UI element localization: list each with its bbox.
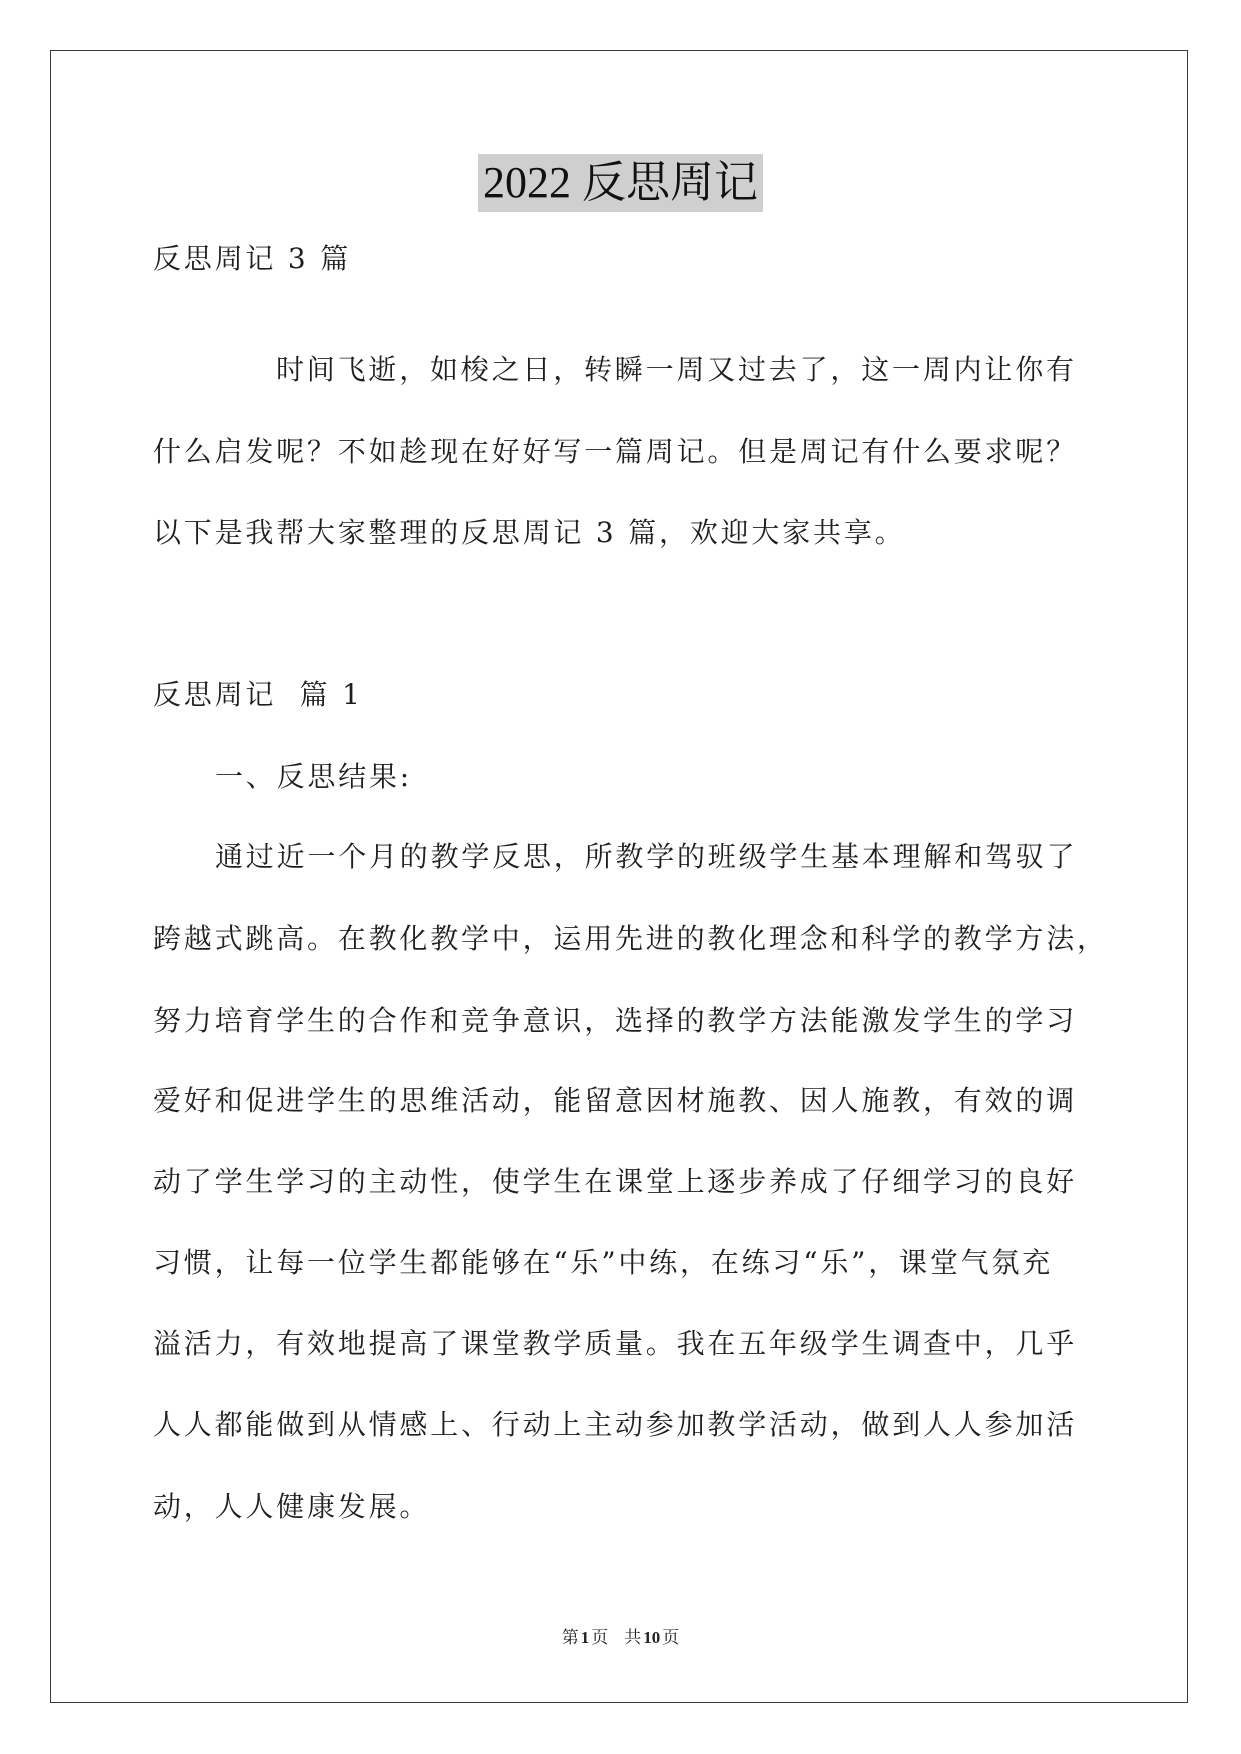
- footer-total-suffix: 页: [662, 1628, 680, 1647]
- body-line: 动了学生学习的主动性，使学生在课堂上逐步养成了仔细学习的良好: [153, 1165, 1078, 1198]
- body-line: 动，人人健康发展。: [153, 1490, 431, 1523]
- footer-total-prefix: 共: [624, 1628, 642, 1647]
- body-line: 人人都能做到从情感上、行动上主动参加教学活动，做到人人参加活: [153, 1408, 1078, 1441]
- section-heading: 反思周记 篇 1: [153, 678, 363, 711]
- subsection-heading: 一、反思结果:: [215, 760, 413, 793]
- body-line: 习惯，让每一位学生都能够在“乐”中练，在练习“乐”，课堂气氛充: [153, 1246, 1054, 1279]
- body-line: 溢活力，有效地提高了课堂教学质量。我在五年级学生调查中，几乎: [153, 1327, 1078, 1360]
- intro-line: 什么启发呢？不如趁现在好好写一篇周记。但是周记有什么要求呢？: [153, 435, 1078, 468]
- footer-total-pages: 10: [643, 1628, 661, 1647]
- document-title: 2022 反思周记: [478, 154, 763, 212]
- document-subtitle: 反思周记 3 篇: [153, 242, 352, 275]
- page-footer: [0, 1626, 1241, 1650]
- footer-page-suffix: 页: [591, 1628, 609, 1647]
- intro-line: 时间飞逝，如梭之日，转瞬一周又过去了，这一周内让你有: [276, 353, 1077, 386]
- footer-page-number: 1: [580, 1628, 590, 1647]
- body-line: 努力培育学生的合作和竞争意识，选择的教学方法能激发学生的学习: [153, 1004, 1078, 1037]
- title-container: [0, 154, 1241, 212]
- body-line: 跨越式跳高。在教化教学中，运用先进的教化理念和科学的教学方法，: [153, 922, 1108, 955]
- intro-line: 以下是我帮大家整理的反思周记 3 篇，欢迎大家共享。: [153, 516, 906, 549]
- body-line: 爱好和促进学生的思维活动，能留意因材施教、因人施教，有效的调: [153, 1084, 1078, 1117]
- body-line: 通过近一个月的教学反思，所教学的班级学生基本理解和驾驭了: [215, 840, 1078, 873]
- footer-page-prefix: 第: [561, 1628, 579, 1647]
